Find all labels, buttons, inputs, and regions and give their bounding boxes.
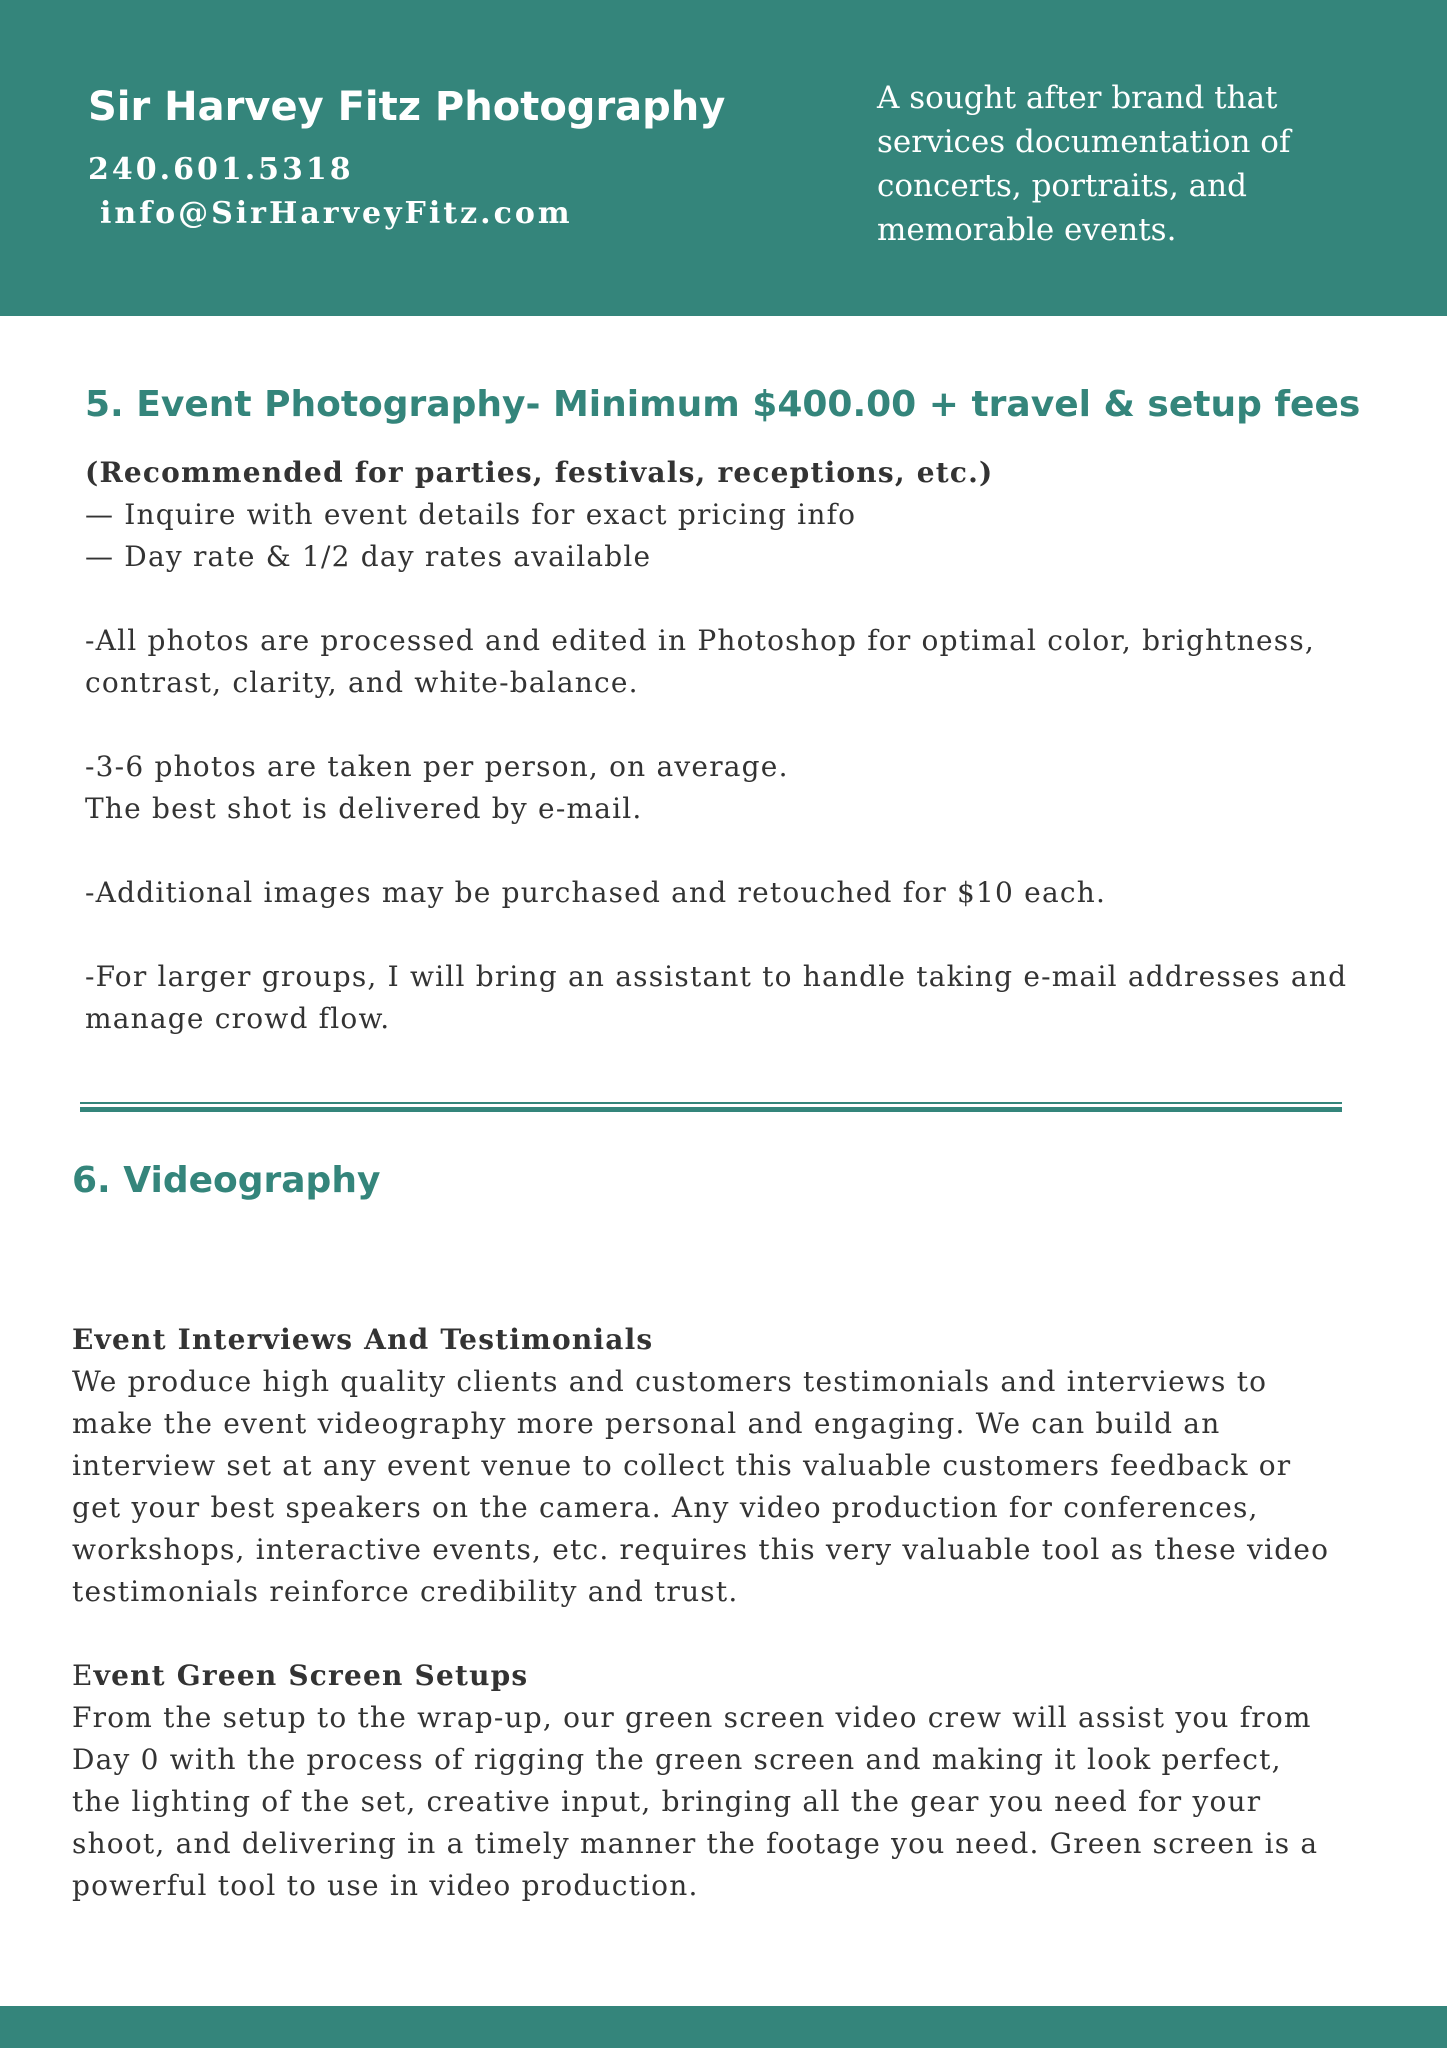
divider-thick-rule (80, 1107, 1342, 1112)
green-screen-heading-initial: E (72, 1659, 94, 1692)
header-banner (0, 0, 1447, 316)
spacer (85, 914, 1385, 956)
interviews-line: We produce high quality clients and customers testimonials and interviews to (72, 1365, 1268, 1398)
event-photography-title: 5. Event Photography- Minimum $400.00 + travel & setup fees (85, 384, 1361, 425)
assistant-line: -For larger groups, I will bring an assistant to handle taking e-mail addresses and (85, 960, 1348, 993)
spacer (85, 704, 1385, 746)
spacer (85, 830, 1385, 872)
event-photography-details (85, 452, 1385, 1040)
phone-number: 240.601.5318 (88, 152, 354, 187)
brand-name: Sir Harvey Fitz Photography (88, 84, 726, 130)
editing-line: contrast, clarity, and white-balance. (85, 666, 639, 699)
interviews-heading: Event Interviews And Testimonials (72, 1323, 654, 1356)
green-screen-line: From the setup to the wrap-up, our green screen video crew will assist you from (72, 1701, 1312, 1734)
photo-count-line: The best shot is delivered by e-mail. (85, 792, 643, 825)
divider-thin-rule (80, 1102, 1342, 1104)
recommended-note: (Recommended for parties, festivals, receptions, etc.) (85, 456, 994, 489)
green-screen-line: shoot, and delivering in a timely manner the footage you need. Green screen is a (72, 1827, 1319, 1860)
pricing-bullet: — Inquire with event details for exact pricing info (85, 498, 857, 531)
rates-bullet: — Day rate & 1/2 day rates available (85, 540, 652, 573)
interviews-line: get your best speakers on the camera. Any video production for conferences, (72, 1491, 1259, 1524)
interviews-line: interview set at any event venue to collect this valuable customers feedback or (72, 1449, 1292, 1482)
videography-details (72, 1319, 1372, 1907)
editing-line: -All photos are processed and edited in Photoshop for optimal color, brightness, (85, 624, 1316, 657)
footer-band (0, 2006, 1447, 2048)
green-screen-line: powerful tool to use in video production. (72, 1869, 699, 1902)
assistant-line: manage crowd flow. (85, 1002, 391, 1035)
additional-images-line: -Additional images may be purchased and retouched for $10 each. (85, 876, 1107, 909)
green-screen-line: the lighting of the set, creative input, bringing all the gear you need for your (72, 1785, 1262, 1818)
green-screen-heading (72, 1655, 1372, 1697)
spacer (72, 1613, 1372, 1655)
interviews-line: testimonials reinforce credibility and trust. (72, 1575, 739, 1608)
green-screen-heading-rest: vent Green Screen Setups (93, 1659, 529, 1692)
brand-tagline: A sought after brand that services documentation of concerts, portraits, and memorable events. (877, 80, 1291, 248)
interviews-line: make the event videography more personal and engaging. We can build an (72, 1407, 1221, 1440)
videography-title: 6. Videography (72, 1160, 381, 1201)
section-divider (80, 1102, 1342, 1112)
email-address: info@SirHarveyFitz.com (100, 196, 573, 231)
interviews-line: workshops, interactive events, etc. requires this very valuable tool as these video (72, 1533, 1330, 1566)
spacer (85, 578, 1385, 620)
green-screen-line: Day 0 with the process of rigging the green screen and making it look perfect, (72, 1743, 1282, 1776)
photo-count-line: -3-6 photos are taken per person, on average. (85, 750, 789, 783)
